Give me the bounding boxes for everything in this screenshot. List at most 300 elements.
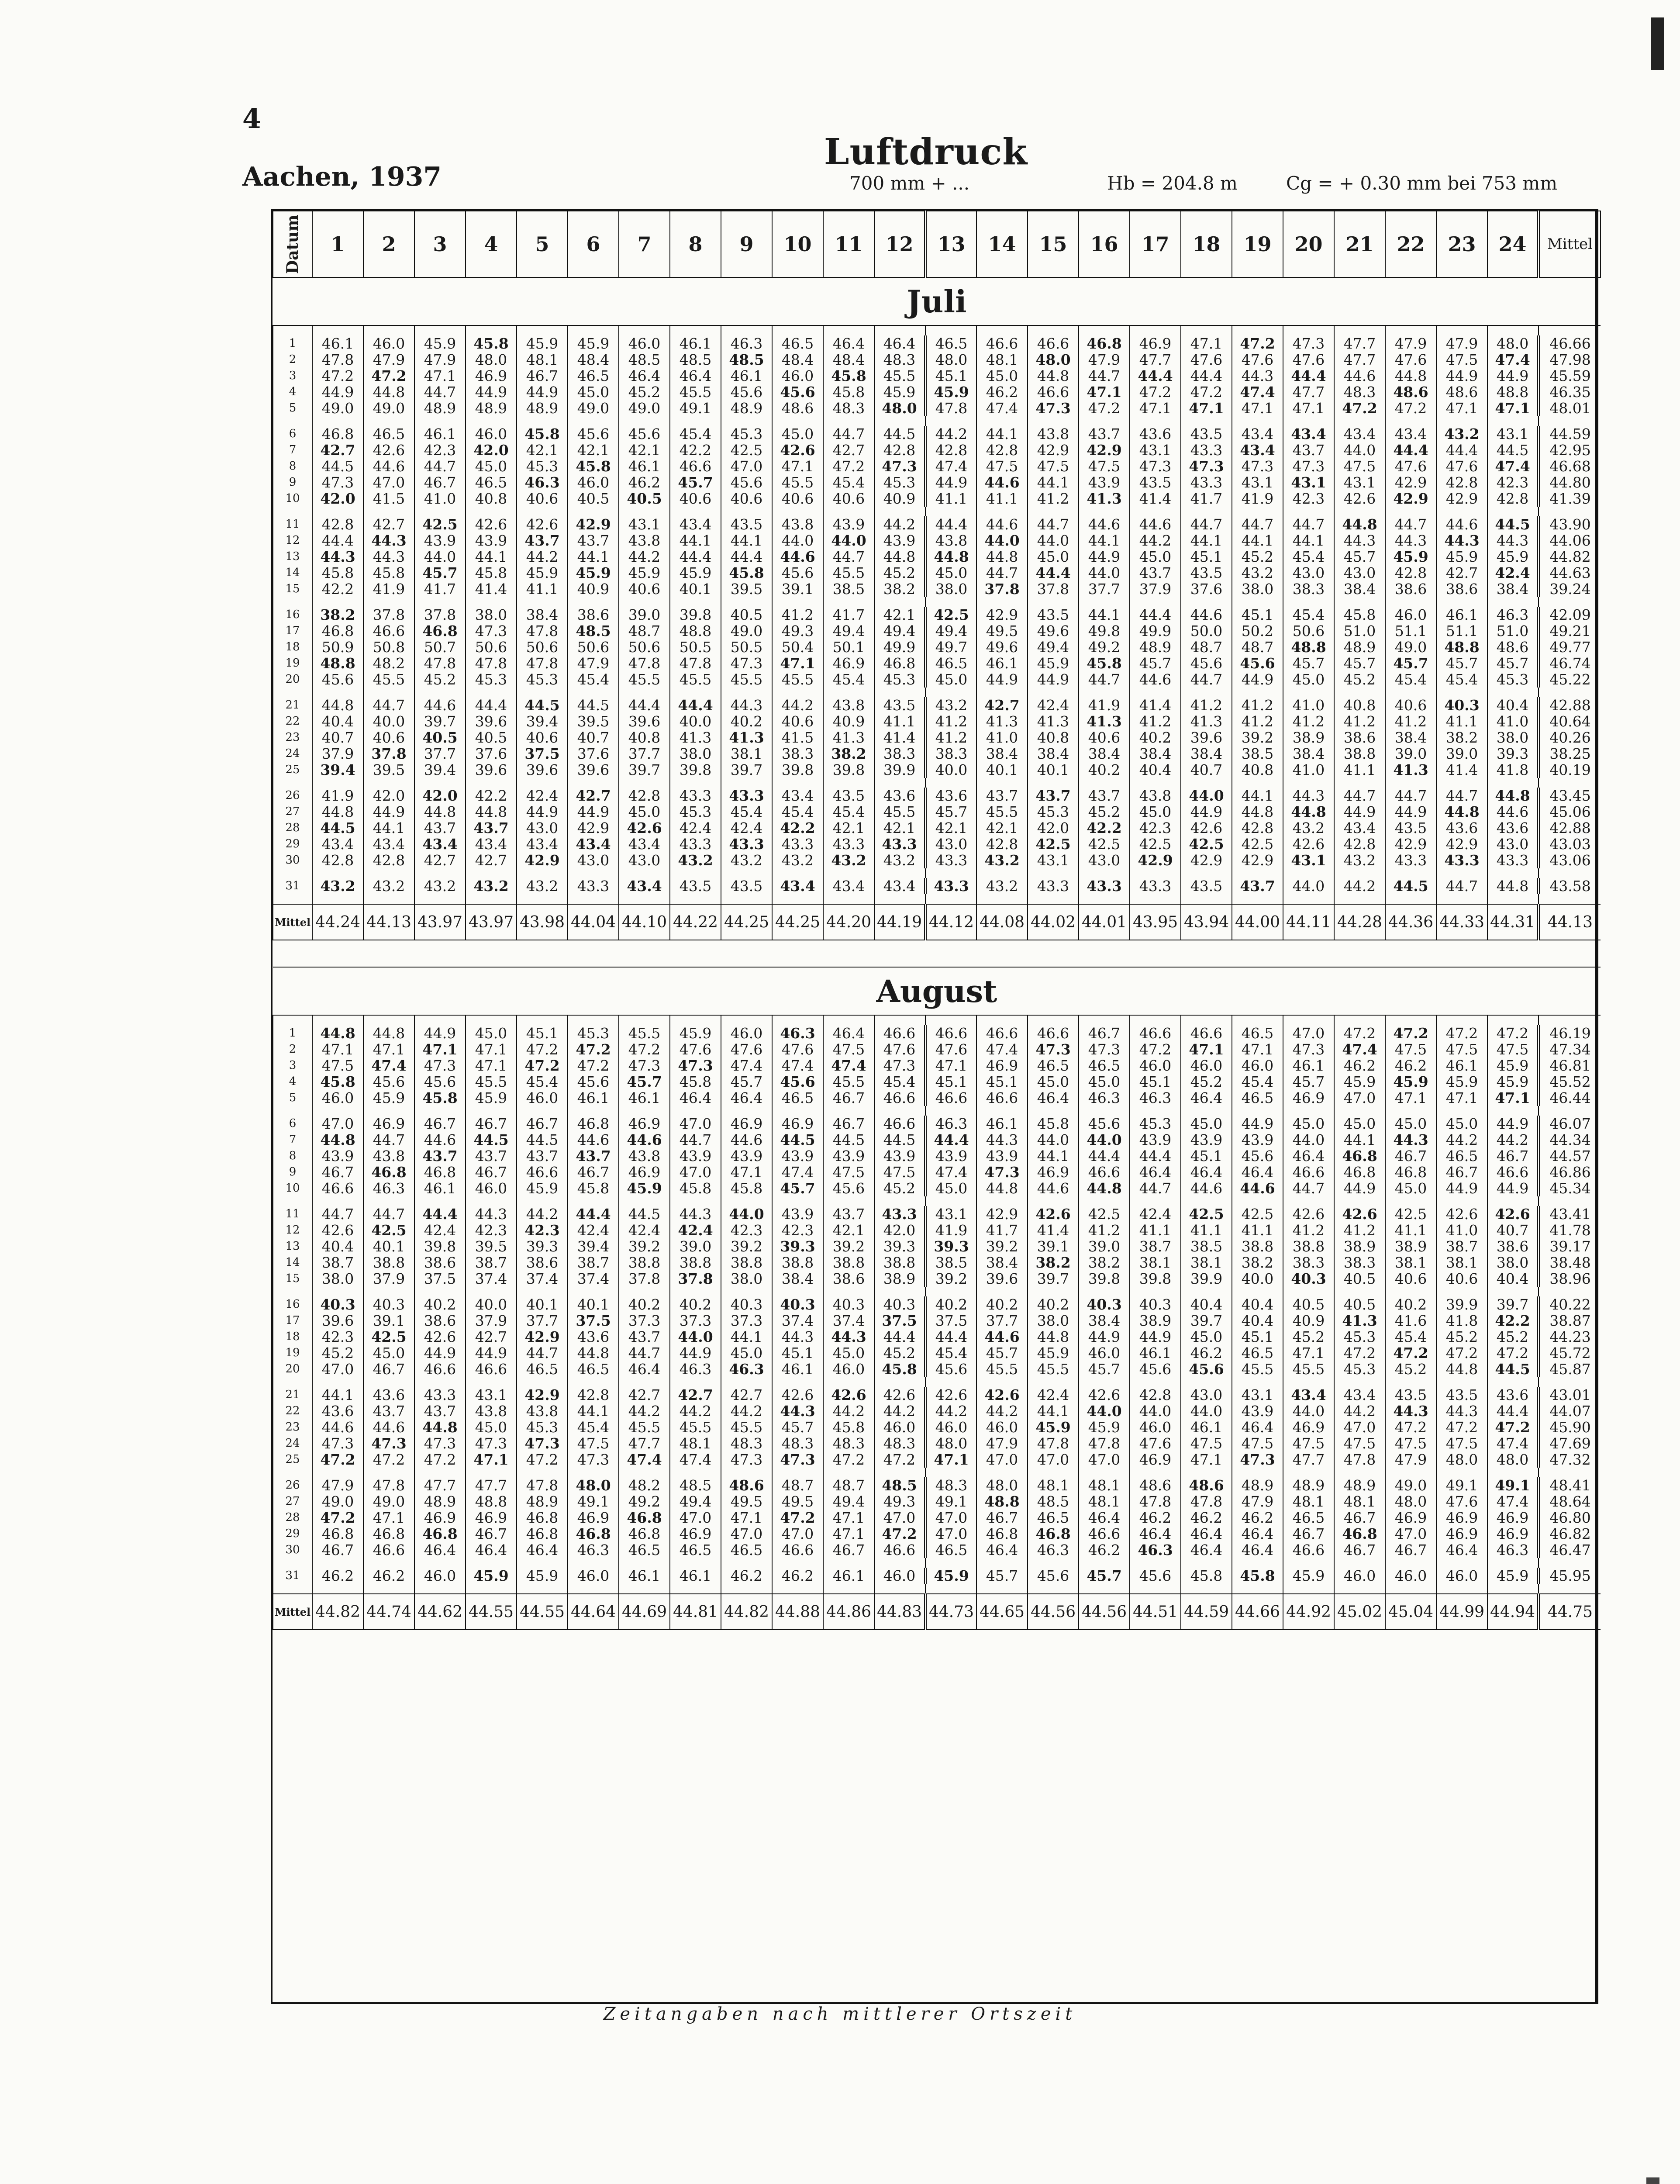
hour-value: 46.0 [568,474,619,491]
gap-cell [823,778,874,788]
hour-value: 47.6 [772,1041,823,1057]
hour-value: 40.7 [1487,1222,1539,1238]
gap-cell [1385,1287,1436,1296]
hour-value: 47.2 [1436,1345,1487,1361]
hour-value: 38.6 [1487,1238,1539,1254]
gap-cell [312,894,363,904]
day-mean: 46.47 [1539,1542,1601,1558]
hour-value: 44.4 [1028,565,1079,581]
table-row [273,400,1601,416]
hour-value: 38.5 [925,1254,976,1271]
gap-cell [312,778,363,788]
hour-value: 45.7 [619,1074,670,1090]
group-gap [273,688,1601,697]
hour-value: 40.4 [1130,762,1181,778]
hour-value: 48.9 [517,1493,568,1510]
hour-value: 43.7 [1079,426,1130,442]
hour-value: 49.5 [772,1493,823,1510]
hour-value: 47.0 [874,1510,925,1526]
hour-value: 47.3 [1283,335,1334,352]
hour-value: 42.7 [619,1387,670,1403]
gap-cell [772,597,823,607]
hour-value: 43.6 [925,788,976,804]
hour-value: 40.2 [976,1296,1028,1313]
mean-header: Mittel [1539,211,1601,277]
gap-cell [1436,1196,1487,1206]
gap-cell [1539,1287,1601,1296]
hour-value: 42.6 [414,1329,466,1345]
hour-value: 45.5 [1028,1361,1079,1377]
hour-value: 44.6 [721,1132,772,1148]
hour-value: 43.2 [517,878,568,894]
hour-value: 40.9 [568,581,619,597]
hour-value: 43.6 [363,1387,414,1403]
hour-value: 47.2 [1385,1345,1436,1361]
hour-value: 48.1 [670,1435,721,1451]
day-cell: 13 [273,1238,312,1254]
hour-value: 46.3 [670,1361,721,1377]
hour-header: 8 [670,211,721,277]
gap-cell [721,325,772,335]
hour-value: 43.4 [1334,820,1385,836]
hour-value: 44.3 [1334,532,1385,549]
edge-mark [1646,2177,1659,2184]
hour-value: 47.2 [1334,1345,1385,1361]
day-mean: 45.52 [1539,1074,1601,1090]
hour-value: 42.6 [1079,1387,1130,1403]
hour-value: 46.7 [414,474,466,491]
table-row [273,1074,1601,1090]
gap-cell [1232,325,1283,335]
hour-mean: 44.36 [1385,904,1436,940]
hour-value: 44.7 [823,549,874,565]
hour-value: 46.3 [772,1025,823,1041]
hour-value: 43.3 [1487,852,1539,868]
day-cell: 22 [273,713,312,729]
hour-value: 47.7 [1283,384,1334,400]
hour-value: 47.5 [568,1435,619,1451]
hour-value: 38.6 [568,607,619,623]
hour-value: 45.6 [772,384,823,400]
hour-value: 41.9 [1232,491,1283,507]
hour-value: 48.7 [1232,639,1283,655]
hour-value: 46.5 [568,1361,619,1377]
hour-value: 42.8 [976,442,1028,458]
hour-value: 46.5 [925,655,976,671]
subtitle: 700 mm + ... [849,173,970,194]
hour-value: 41.3 [1079,491,1130,507]
day-mean: 49.77 [1539,639,1601,655]
gap-cell [517,1558,568,1568]
hour-value: 44.2 [670,1403,721,1419]
hour-value: 42.2 [1079,820,1130,836]
hour-value: 47.3 [670,1057,721,1074]
hour-value: 40.3 [1079,1296,1130,1313]
gap-cell [1130,1377,1181,1387]
hour-value: 45.9 [414,335,466,352]
hour-value: 44.4 [1436,442,1487,458]
hour-value: 38.1 [1130,1254,1181,1271]
hour-value: 45.6 [1130,1568,1181,1584]
hour-value: 42.6 [925,1387,976,1403]
hour-value: 38.4 [1028,746,1079,762]
hour-value: 47.1 [772,655,823,671]
hour-value: 41.5 [772,729,823,746]
hour-value: 45.2 [1487,1329,1539,1345]
hour-value: 44.4 [312,532,363,549]
hour-value: 42.0 [312,491,363,507]
table-row [273,762,1601,778]
gap-cell [874,868,925,878]
hour-value: 46.7 [466,1116,517,1132]
hour-value: 49.4 [823,623,874,639]
table-row [273,697,1601,713]
hour-value: 44.9 [568,804,619,820]
hour-value: 44.6 [363,1419,414,1435]
gap-cell [273,1468,312,1477]
hour-mean: 44.33 [1436,904,1487,940]
gap-cell [414,1584,466,1594]
hour-value: 39.0 [1079,1238,1130,1254]
gap-cell [1487,1558,1539,1568]
gap-cell [1487,894,1539,904]
hour-value: 41.2 [1232,697,1283,713]
gap-cell [874,1287,925,1296]
hour-value: 45.3 [1487,671,1539,688]
hour-value: 45.4 [823,804,874,820]
hour-value: 40.3 [721,1296,772,1313]
hour-value: 43.5 [721,878,772,894]
day-mean: 45.90 [1539,1419,1601,1435]
gap-cell [466,1377,517,1387]
hour-value: 39.3 [925,1238,976,1254]
gap-cell [414,778,466,788]
hour-value: 45.7 [976,1568,1028,1584]
hour-value: 43.5 [1385,1387,1436,1403]
hour-value: 45.0 [976,368,1028,384]
hour-value: 44.4 [1283,368,1334,384]
hour-value: 48.3 [823,1435,874,1451]
hour-value: 39.9 [1436,1296,1487,1313]
hour-value: 45.5 [874,804,925,820]
hour-value: 47.8 [1028,1435,1079,1451]
hour-value: 42.9 [1181,852,1232,868]
day-cell: 28 [273,1510,312,1526]
hour-mean: 44.55 [517,1594,568,1630]
hour-value: 46.9 [823,655,874,671]
hour-value: 43.3 [721,788,772,804]
hour-value: 45.0 [1436,1116,1487,1132]
hour-value: 45.9 [1436,1074,1487,1090]
hour-value: 46.6 [466,1361,517,1377]
table-row [273,491,1601,507]
day-cell: 25 [273,1451,312,1468]
hour-value: 44.8 [312,1025,363,1041]
hour-value: 41.3 [1181,713,1232,729]
hour-value: 42.2 [772,820,823,836]
gap-cell [670,1584,721,1594]
hour-value: 46.2 [363,1568,414,1584]
hour-value: 47.3 [568,1451,619,1468]
hour-value: 45.8 [1181,1568,1232,1584]
hour-value: 42.0 [874,1222,925,1238]
hour-value: 45.0 [1130,549,1181,565]
hour-value: 45.3 [1130,1116,1181,1132]
hour-value: 46.6 [1181,1025,1232,1041]
mean-row [273,904,1601,940]
hour-value: 41.4 [874,729,925,746]
hour-value: 42.4 [1487,565,1539,581]
day-cell: 1 [273,335,312,352]
hour-value: 39.7 [619,762,670,778]
hour-value: 45.0 [1028,549,1079,565]
gap-cell [874,1558,925,1568]
hour-value: 44.6 [414,1132,466,1148]
hour-value: 43.7 [1283,442,1334,458]
hour-value: 45.8 [517,426,568,442]
hour-value: 39.6 [976,1271,1028,1287]
hour-value: 43.9 [823,1148,874,1164]
gap-cell [273,894,312,904]
hour-value: 46.1 [619,1568,670,1584]
hour-value: 47.2 [772,1510,823,1526]
hour-value: 46.8 [312,426,363,442]
gap-cell [874,1196,925,1206]
hour-value: 44.4 [925,1329,976,1345]
hour-value: 43.7 [414,820,466,836]
hour-value: 38.8 [874,1254,925,1271]
hour-value: 48.6 [772,400,823,416]
hour-value: 47.5 [312,1057,363,1074]
hour-value: 44.4 [1130,368,1181,384]
hour-value: 45.0 [1385,1180,1436,1196]
hour-value: 47.0 [925,1510,976,1526]
hour-value: 47.8 [670,655,721,671]
gap-cell [721,1468,772,1477]
hour-value: 39.0 [619,607,670,623]
hour-value: 46.8 [874,655,925,671]
hour-value: 43.0 [1283,565,1334,581]
hour-value: 46.1 [670,335,721,352]
hour-value: 46.0 [1436,1568,1487,1584]
gap-cell [568,597,619,607]
table-row [273,1419,1601,1435]
hour-value: 46.0 [1079,1345,1130,1361]
day-cell: 25 [273,762,312,778]
hour-value: 44.0 [1283,878,1334,894]
gap-cell [517,1196,568,1206]
hour-value: 40.5 [568,491,619,507]
hour-mean: 44.66 [1232,1594,1283,1630]
hour-value: 45.8 [568,458,619,474]
hour-value: 47.2 [874,1526,925,1542]
day-mean: 46.74 [1539,655,1601,671]
hour-value: 41.9 [363,581,414,597]
day-cell: 19 [273,1345,312,1361]
hour-value: 39.7 [1028,1271,1079,1287]
hour-value: 43.7 [466,820,517,836]
hour-value: 42.9 [1436,491,1487,507]
hour-mean: 43.95 [1130,904,1181,940]
hour-value: 46.5 [925,335,976,352]
hour-value: 42.6 [874,1387,925,1403]
gap-cell [466,1287,517,1296]
gap-cell [1334,1287,1385,1296]
gap-cell [466,1558,517,1568]
hour-value: 37.3 [670,1313,721,1329]
hour-value: 44.8 [414,804,466,820]
hour-value: 38.8 [670,1254,721,1271]
hour-value: 43.3 [925,852,976,868]
hour-value: 43.5 [823,788,874,804]
gap-cell [517,1584,568,1594]
hour-value: 38.4 [976,746,1028,762]
gap-cell [363,778,414,788]
group-gap [273,507,1601,516]
gap-cell [1385,868,1436,878]
day-mean: 45.59 [1539,368,1601,384]
month-heading-row [273,277,1601,325]
hour-value: 43.2 [823,852,874,868]
gap-cell [312,688,363,697]
hour-value: 48.8 [670,623,721,639]
gap-cell [568,1196,619,1206]
hour-value: 44.4 [466,697,517,713]
hour-value: 45.9 [925,1568,976,1584]
table-row [273,1313,1601,1329]
day-mean: 44.06 [1539,532,1601,549]
hour-value: 47.1 [772,458,823,474]
hour-value: 43.2 [414,878,466,894]
hour-value: 38.0 [312,1271,363,1287]
hour-value: 40.6 [1436,1271,1487,1287]
hour-value: 48.5 [1028,1493,1079,1510]
hour-value: 45.7 [1436,655,1487,671]
gap-cell [619,1106,670,1116]
hour-header: 1 [312,211,363,277]
hour-value: 45.0 [466,1025,517,1041]
day-mean: 43.90 [1539,516,1601,532]
hour-value: 44.7 [1334,788,1385,804]
hour-value: 47.0 [312,1116,363,1132]
hour-value: 47.3 [1130,458,1181,474]
hour-value: 42.4 [414,1222,466,1238]
hour-value: 45.4 [823,474,874,491]
hour-value: 45.6 [1181,655,1232,671]
hour-value: 46.9 [976,1057,1028,1074]
hour-value: 46.6 [1283,1542,1334,1558]
hour-value: 42.0 [466,442,517,458]
gap-cell [1436,1287,1487,1296]
hour-value: 44.9 [1232,1116,1283,1132]
hour-value: 46.9 [619,1116,670,1132]
hour-value: 45.8 [823,1419,874,1435]
gap-cell [670,1468,721,1477]
gap-cell [1539,325,1601,335]
hour-value: 47.5 [1028,458,1079,474]
hour-value: 37.8 [1028,581,1079,597]
day-cell: 11 [273,516,312,532]
hour-value: 40.4 [1232,1313,1283,1329]
gap-cell [670,1558,721,1568]
hour-value: 44.5 [823,1132,874,1148]
gap-cell [772,1377,823,1387]
hour-value: 38.0 [1487,729,1539,746]
hour-value: 43.8 [925,532,976,549]
gap-cell [1487,1015,1539,1025]
table-row [273,1238,1601,1254]
gap-cell [823,1468,874,1477]
hour-value: 44.7 [1028,516,1079,532]
hour-value: 45.8 [466,565,517,581]
hour-value: 43.6 [312,1403,363,1419]
hour-value: 37.6 [1181,581,1232,597]
hour-value: 47.9 [414,352,466,368]
hour-value: 50.1 [823,639,874,655]
hour-value: 41.0 [1283,762,1334,778]
hour-value: 38.6 [1334,729,1385,746]
hour-value: 44.7 [619,1345,670,1361]
hour-value: 44.3 [1385,1132,1436,1148]
hour-value: 47.6 [1436,1493,1487,1510]
table-row [273,639,1601,655]
hour-value: 46.7 [517,1116,568,1132]
table-row [273,1329,1601,1345]
hour-value: 45.9 [517,1568,568,1584]
hour-value: 45.9 [1487,1074,1539,1090]
hour-value: 48.8 [312,655,363,671]
hour-value: 40.2 [1130,729,1181,746]
hour-value: 43.5 [1436,1387,1487,1403]
hour-header: 20 [1283,211,1334,277]
gap-cell [466,325,517,335]
hour-value: 44.1 [1283,532,1334,549]
hour-value: 45.4 [568,1419,619,1435]
hour-value: 43.4 [823,878,874,894]
table-row [273,474,1601,491]
hour-value: 40.4 [1487,1271,1539,1287]
gap-cell [1079,688,1130,697]
hour-mean: 44.56 [1028,1594,1079,1630]
hour-value: 46.4 [721,1090,772,1106]
gap-cell [619,416,670,426]
hour-value: 38.0 [1232,581,1283,597]
hour-value: 42.8 [1385,565,1436,581]
gap-cell [1079,778,1130,788]
day-cell: 30 [273,1542,312,1558]
hour-value: 42.5 [1385,1206,1436,1222]
gap-cell [823,1584,874,1594]
hour-value: 48.9 [1232,1477,1283,1493]
hour-value: 43.2 [1283,820,1334,836]
gap-cell [1232,507,1283,516]
hour-value: 49.2 [1079,639,1130,655]
hour-value: 38.2 [1232,1254,1283,1271]
table-row [273,713,1601,729]
gap-cell [1283,1584,1334,1594]
day-cell: 2 [273,352,312,368]
hour-value: 40.6 [363,729,414,746]
hour-value: 44.3 [312,549,363,565]
hour-value: 44.4 [925,1132,976,1148]
hour-value: 41.9 [1079,697,1130,713]
hour-value: 41.1 [1385,1222,1436,1238]
hour-value: 47.3 [874,458,925,474]
hour-value: 40.9 [1283,1313,1334,1329]
gap-cell [1232,1196,1283,1206]
hour-value: 44.5 [1487,516,1539,532]
gap-cell [1130,894,1181,904]
